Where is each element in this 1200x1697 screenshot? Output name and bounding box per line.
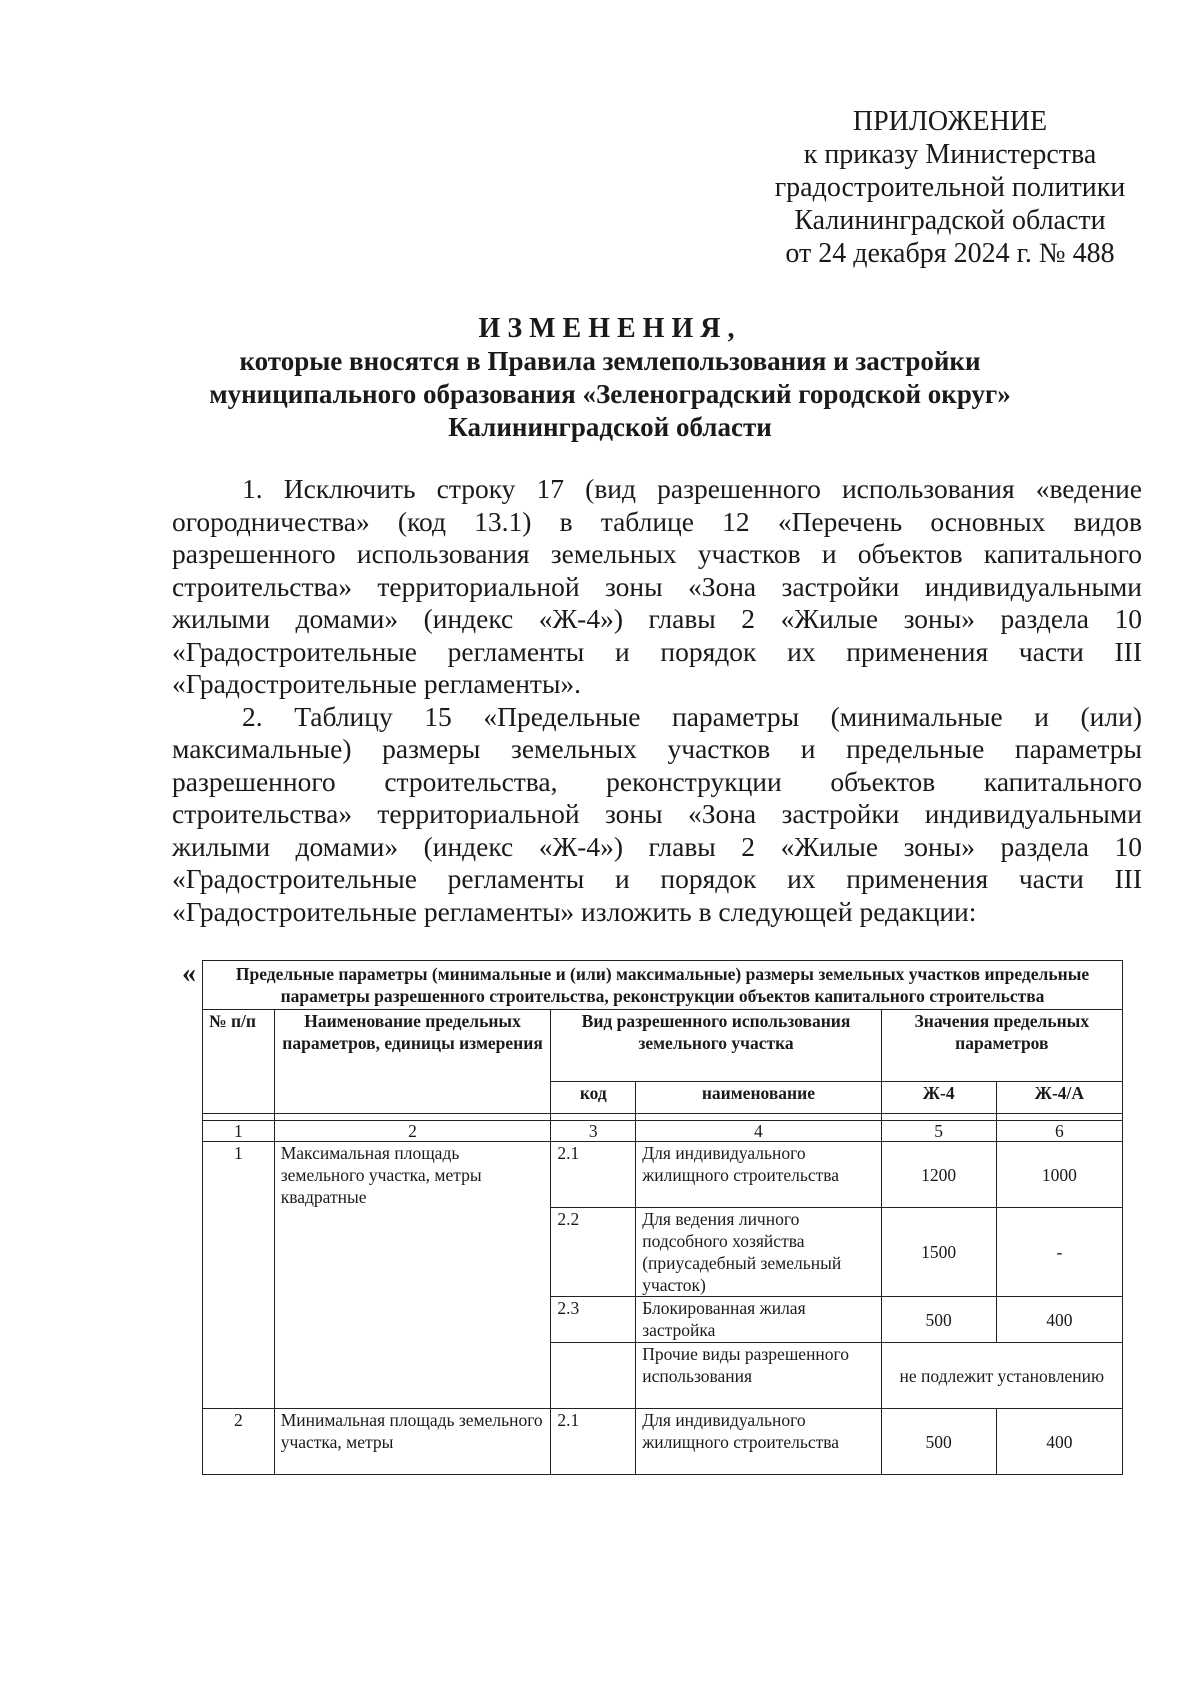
use-naming: Блокированная жилая застройка (636, 1297, 881, 1343)
use-code: 2.2 (551, 1208, 636, 1297)
header-num: № п/п (203, 1010, 275, 1114)
value-zone-2: - (996, 1208, 1122, 1297)
row-number: 1 (203, 1142, 275, 1409)
parameter-name: Максимальная площадь земельного участка, метры квадратные (274, 1142, 551, 1409)
table-row (203, 1409, 1123, 1475)
header-values: Значения предельных параметров (881, 1010, 1122, 1082)
use-naming: Для индивидуального жилищного строительства (636, 1409, 881, 1475)
title-line: муниципального образования «Зеленоградский городской округ» (209, 379, 1011, 409)
header-name: Наименование предельных параметров, единицы измерения (274, 1010, 551, 1114)
document-body (172, 473, 1142, 928)
value-zone-1: 1500 (881, 1208, 996, 1297)
use-naming: Прочие виды разрешенного использования (636, 1343, 881, 1409)
title-line: Калининградской области (448, 412, 772, 442)
column-number: 6 (996, 1121, 1122, 1142)
header-code: код (551, 1082, 636, 1114)
parameter-name: Минимальная площадь земельного участка, метры (274, 1409, 551, 1475)
column-number: 4 (636, 1121, 881, 1142)
title-line: которые вносятся в Правила землепользования и застройки (239, 346, 981, 376)
annex-title: ПРИЛОЖЕНИЕ (852, 106, 1048, 137)
annex-line: градостроительной политики (774, 172, 1126, 203)
table-row (203, 1142, 1123, 1208)
use-code (551, 1343, 636, 1409)
header-zone-1: Ж-4 (881, 1082, 996, 1114)
column-number: 3 (551, 1121, 636, 1142)
value-zone-1: 500 (881, 1297, 996, 1343)
header-use-kind: Вид разрешенного использования земельного участка (551, 1010, 881, 1082)
annex-date: от 24 декабря 2024 г. № 488 (785, 238, 1115, 269)
column-number: 5 (881, 1121, 996, 1142)
column-numbers-row (203, 1121, 1123, 1142)
value-zone-1: 1200 (881, 1142, 996, 1208)
value-zone-2: 1000 (996, 1142, 1122, 1208)
use-code: 2.3 (551, 1297, 636, 1343)
annex-line: Калининградской области (794, 205, 1106, 236)
open-quote: « (182, 958, 196, 989)
value-zone-2: 400 (996, 1409, 1122, 1475)
parameters-table (202, 960, 1123, 1475)
value-zone-2: 400 (996, 1297, 1122, 1343)
value-not-established: не подлежит установлению (881, 1343, 1122, 1409)
paragraph-1: 1. Исключить строку 17 (вид разрешенного использования «ведение огородничества» (код 13.1) в таблице 12 «Перечень основных видов разрешенного использования земельных участков и объектов капитального строительства» территориальной зоны «Зона застройки индивидуальными жилыми домами» (индекс «Ж-4») главы 2 «Жилые зоны» раздела 10 «Градостроительные регламенты и порядок их применения части III «Градостроительные регламенты». (172, 473, 1142, 699)
use-code: 2.1 (551, 1142, 636, 1208)
header-naming: наименование (636, 1082, 881, 1114)
use-naming: Для ведения личного подсобного хозяйства (приусадебный земельный участок) (636, 1208, 881, 1297)
column-number: 1 (203, 1121, 275, 1142)
value-zone-1: 500 (881, 1409, 996, 1475)
column-number: 2 (274, 1121, 551, 1142)
use-naming: Для индивидуального жилищного строительства (636, 1142, 881, 1208)
annex-header (760, 105, 1140, 270)
annex-line: к приказу Министерства (803, 139, 1097, 170)
document-title (160, 312, 1060, 444)
paragraph-2: 2. Таблицу 15 «Предельные параметры (минимальные и (или) максимальные) размеры земельных участков и предельные параметры разрешенного строительства, реконструкции объектов капитального строительства» территориальной зоны «Зона застройки индивидуальными жилыми домами» (индекс «Ж-4») главы 2 «Жилые зоны» раздела 10 «Градостроительные регламенты и порядок их применения части III «Градостроительные регламенты» изложить в следующей редакции: (172, 700, 1142, 927)
row-number: 2 (203, 1409, 275, 1475)
header-zone-2: Ж-4/А (996, 1082, 1122, 1114)
table-caption: Предельные параметры (минимальные и (или) максимальные) размеры земельных участков ипредельные параметры разрешенного строительства, реконструкции объектов капитального строительства (203, 961, 1123, 1010)
use-code: 2.1 (551, 1409, 636, 1475)
title-main: ИЗМЕНЕНИЯ, (478, 313, 742, 344)
